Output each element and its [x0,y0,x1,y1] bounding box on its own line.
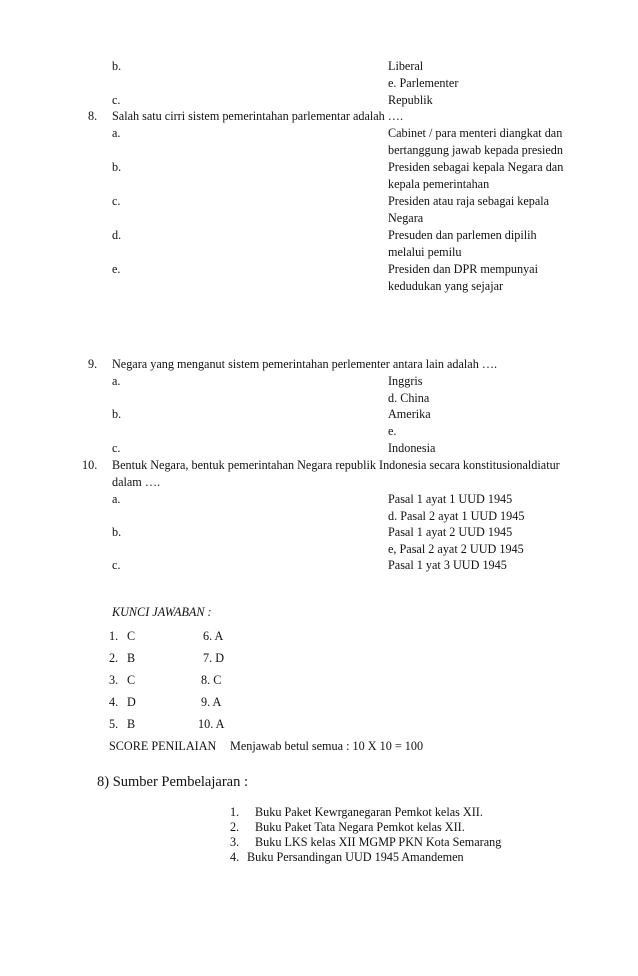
answer-key-title: KUNCI JAWABAN : [112,605,212,619]
source-text: Buku LKS kelas XII MGMP PKN Kota Semarang [255,835,502,849]
answer-right: 7. D [203,651,224,665]
option-text: bertanggung jawab kepada presiedn [388,143,563,157]
answer-right: 9. A [201,695,222,709]
option-text: kedudukan yang sejajar [388,279,504,293]
source-number: 2. [230,820,240,834]
answer-number: 3. [109,673,119,687]
question-number: 8. [88,109,98,123]
option-text: Pasal 1 ayat 1 UUD 1945 [388,492,513,506]
question-number: 10. [82,458,98,472]
answer-letter: B [127,651,136,665]
answer-letter: B [127,717,136,731]
source-text: Buku Paket Kewrganegaran Pemkot kelas XII. [255,805,483,819]
option-text: Republik [388,93,433,107]
question-stem: Bentuk Negara, bentuk pemerintahan Negara republik Indonesia secara konstitusionaldiatur [112,458,560,472]
option-text: Presiden atau raja sebagai kepala [388,194,550,208]
answer-letter: C [127,629,136,643]
option-text: Presiden sebagai kepala Negara dan [388,160,564,174]
score-text: Menjawab betul semua : 10 X 10 = 100 [230,739,424,753]
option-letter: b. [112,525,122,539]
option-letter: b. [112,407,122,421]
option-text: e, Pasal 2 ayat 2 UUD 1945 [388,542,524,556]
option-letter: a. [112,126,121,140]
answer-letter: C [127,673,136,687]
answer-number: 1. [109,629,119,643]
option-letter: a. [112,492,121,506]
option-text: d. China [388,391,430,405]
sources-heading: 8) Sumber Pembelajaran : [97,774,248,790]
option-text: e. [388,424,397,438]
option-text: Indonesia [388,441,436,455]
option-text: d. Pasal 2 ayat 1 UUD 1945 [388,509,525,523]
option-text: Pasal 1 yat 3 UUD 1945 [388,558,507,572]
question-stem: dalam …. [112,475,161,489]
option-text: Liberal [388,59,424,73]
option-text: Cabinet / para menteri diangkat dan [388,126,563,140]
option-text: Amerika [388,407,431,421]
score-label: SCORE PENILAIAN [109,739,217,753]
question-number: 9. [88,357,98,371]
option-letter: b. [112,160,122,174]
question-stem: Negara yang menganut sistem pemerintahan perlementer antara lain adalah …. [112,357,498,371]
answer-number: 5. [109,717,119,731]
question-stem: Salah satu cirri sistem pemerintahan parlementar adalah …. [112,109,404,123]
option-text: melalui pemilu [388,245,462,259]
answer-right: 6. A [203,629,224,643]
source-text: Buku Persandingan UUD 1945 Amandemen [247,850,464,864]
option-letter: b. [112,59,122,73]
option-text: Inggris [388,374,423,388]
option-letter: c. [112,558,121,572]
source-number: 1. [230,805,240,819]
answer-number: 2. [109,651,119,665]
option-text: Pasal 1 ayat 2 UUD 1945 [388,525,513,539]
source-number: 4. [230,850,240,864]
option-letter: c. [112,441,121,455]
option-letter: a. [112,374,121,388]
option-letter: c. [112,194,121,208]
option-text: kepala pemerintahan [388,177,490,191]
option-letter: e. [112,262,121,276]
option-text: Presiden dan DPR mempunyai [388,262,538,276]
source-text: Buku Paket Tata Negara Pemkot kelas XII. [255,820,465,834]
answer-right: 10. A [198,717,225,731]
source-number: 3. [230,835,240,849]
option-text: Negara [388,211,424,225]
answer-letter: D [127,695,136,709]
option-letter: d. [112,228,122,242]
answer-right: 8. C [201,673,222,687]
option-letter: c. [112,93,121,107]
answer-number: 4. [109,695,119,709]
option-text: e. Parlementer [388,76,459,90]
option-text: Presuden dan parlemen dipilih [388,228,537,242]
